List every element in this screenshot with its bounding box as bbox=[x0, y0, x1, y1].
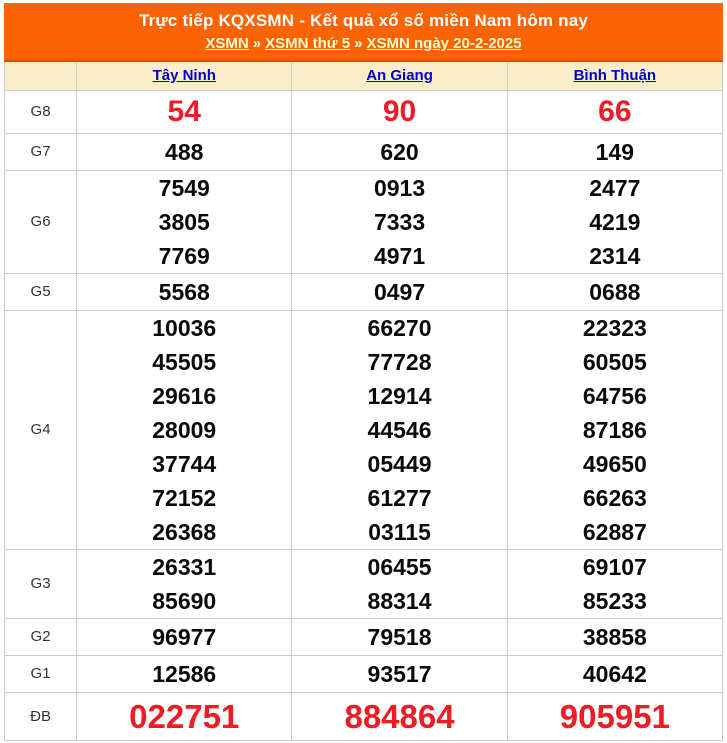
page-title: Trực tiếp KQXSMN - Kết quả xổ số miền Nam hôm nay bbox=[138, 11, 589, 30]
breadcrumb-link-xsmn-thu-5[interactable]: XSMN thứ 5 bbox=[265, 35, 351, 52]
result-number: 2477 bbox=[589, 174, 641, 201]
result-number: 64756 bbox=[582, 382, 647, 409]
prize-label-g7: G7 bbox=[5, 133, 77, 170]
result-number: 49650 bbox=[582, 450, 647, 477]
result-cell bbox=[292, 618, 507, 655]
result-number: 93517 bbox=[367, 660, 432, 687]
result-number: 10036 bbox=[152, 314, 217, 341]
result-cell bbox=[77, 655, 292, 692]
result-number: 79518 bbox=[367, 623, 432, 650]
result-cell bbox=[292, 273, 507, 310]
result-number: 26368 bbox=[152, 518, 217, 545]
result-number: 96977 bbox=[152, 623, 217, 650]
result-cell bbox=[292, 133, 507, 170]
result-number: 88314 bbox=[367, 587, 432, 614]
table-row-g8 bbox=[5, 90, 723, 133]
result-number: 0688 bbox=[589, 278, 641, 305]
result-number: 022751 bbox=[129, 697, 240, 735]
result-number: 62887 bbox=[582, 518, 647, 545]
result-number: 06455 bbox=[367, 553, 432, 580]
table-row-g3 bbox=[5, 549, 723, 618]
result-number: 44546 bbox=[367, 416, 432, 443]
breadcrumb-link-xsmn[interactable]: XSMN bbox=[205, 35, 249, 52]
result-number: 12586 bbox=[152, 660, 217, 687]
province-link-binh-thuan[interactable]: Bình Thuận bbox=[573, 66, 657, 84]
result-number: 7333 bbox=[373, 208, 426, 235]
breadcrumb-separator: » bbox=[252, 35, 262, 52]
results-table bbox=[4, 62, 723, 741]
province-link-an-giang[interactable]: An Giang bbox=[366, 66, 433, 84]
prize-label-g8: G8 bbox=[5, 90, 77, 133]
result-cell bbox=[77, 310, 292, 549]
result-number: 3805 bbox=[158, 208, 210, 235]
table-header-row bbox=[5, 62, 723, 90]
result-cell bbox=[507, 90, 722, 133]
result-number: 60505 bbox=[582, 348, 647, 375]
result-number: 37744 bbox=[152, 450, 217, 477]
result-cell bbox=[292, 655, 507, 692]
result-number: 29616 bbox=[152, 382, 217, 409]
corner-cell bbox=[5, 62, 77, 90]
result-number: 87186 bbox=[582, 416, 647, 443]
breadcrumb bbox=[4, 35, 723, 52]
result-number: 884864 bbox=[344, 697, 455, 735]
breadcrumb-link-xsmn-ngay-20-2-2025[interactable]: XSMN ngày 20-2-2025 bbox=[366, 35, 522, 52]
result-cell bbox=[507, 618, 722, 655]
prize-label-g5: G5 bbox=[5, 273, 77, 310]
result-cell bbox=[292, 170, 507, 273]
result-number: 28009 bbox=[152, 416, 217, 443]
prize-label-g2: G2 bbox=[5, 618, 77, 655]
result-cell bbox=[77, 133, 292, 170]
result-number: 90 bbox=[382, 94, 417, 128]
result-number: 05449 bbox=[367, 450, 432, 477]
result-number: 149 bbox=[595, 138, 635, 165]
column-header-tay-ninh bbox=[77, 62, 292, 90]
table-row-g2 bbox=[5, 618, 723, 655]
table-row-g6 bbox=[5, 170, 723, 273]
result-number: 2314 bbox=[589, 242, 641, 269]
result-cell bbox=[77, 618, 292, 655]
table-row-g1 bbox=[5, 655, 723, 692]
result-number: 61277 bbox=[367, 484, 432, 511]
result-number: 54 bbox=[167, 94, 201, 128]
result-number: 0913 bbox=[373, 174, 426, 201]
table-row-g7 bbox=[5, 133, 723, 170]
result-cell bbox=[507, 655, 722, 692]
result-number: 45505 bbox=[152, 348, 217, 375]
result-number: 77728 bbox=[367, 348, 432, 375]
result-number: 66270 bbox=[367, 314, 432, 341]
result-number: 0497 bbox=[373, 278, 426, 305]
page-header bbox=[4, 3, 723, 62]
result-number: 7549 bbox=[158, 174, 210, 201]
result-cell bbox=[507, 549, 722, 618]
result-cell bbox=[292, 692, 507, 740]
table-row-g4 bbox=[5, 310, 723, 549]
result-number: 905951 bbox=[559, 697, 670, 735]
result-number: 66263 bbox=[582, 484, 647, 511]
result-cell bbox=[292, 310, 507, 549]
result-number: 4971 bbox=[373, 242, 426, 269]
prize-label-g4: G4 bbox=[5, 310, 77, 549]
result-cell bbox=[77, 170, 292, 273]
result-cell bbox=[77, 692, 292, 740]
page bbox=[0, 3, 727, 743]
result-cell bbox=[292, 549, 507, 618]
result-cell bbox=[507, 170, 722, 273]
result-number: 66 bbox=[598, 94, 632, 128]
result-cell bbox=[507, 692, 722, 740]
result-number: 488 bbox=[165, 138, 204, 165]
result-number: 03115 bbox=[368, 518, 431, 545]
result-number: 12914 bbox=[367, 382, 432, 409]
result-cell bbox=[507, 273, 722, 310]
result-number: 620 bbox=[380, 138, 419, 165]
result-number: 69107 bbox=[582, 553, 647, 580]
table-row-g5 bbox=[5, 273, 723, 310]
result-number: 4219 bbox=[589, 208, 641, 235]
result-number: 5568 bbox=[158, 278, 210, 305]
column-header-an-giang bbox=[292, 62, 507, 90]
table-row-db bbox=[5, 692, 723, 740]
result-number: 26331 bbox=[152, 553, 217, 580]
result-cell bbox=[507, 310, 722, 549]
breadcrumb-separator: » bbox=[354, 35, 363, 52]
prize-label-g6: G6 bbox=[5, 170, 77, 273]
prize-label-g3: G3 bbox=[5, 549, 77, 618]
result-number: 72152 bbox=[152, 484, 217, 511]
result-number: 22323 bbox=[582, 314, 647, 341]
result-cell bbox=[77, 273, 292, 310]
prize-label-g1: G1 bbox=[5, 655, 77, 692]
result-number: 7769 bbox=[158, 242, 210, 269]
result-number: 85233 bbox=[582, 587, 647, 614]
result-cell bbox=[77, 549, 292, 618]
result-cell bbox=[292, 90, 507, 133]
result-cell bbox=[507, 133, 722, 170]
province-link-tay-ninh[interactable]: Tây Ninh bbox=[152, 66, 216, 84]
result-number: 40642 bbox=[582, 660, 647, 687]
result-cell bbox=[77, 90, 292, 133]
column-header-binh-thuan bbox=[507, 62, 722, 90]
result-number: 85690 bbox=[152, 587, 217, 614]
prize-label-db: ĐB bbox=[5, 692, 77, 740]
result-number: 38858 bbox=[582, 623, 647, 650]
